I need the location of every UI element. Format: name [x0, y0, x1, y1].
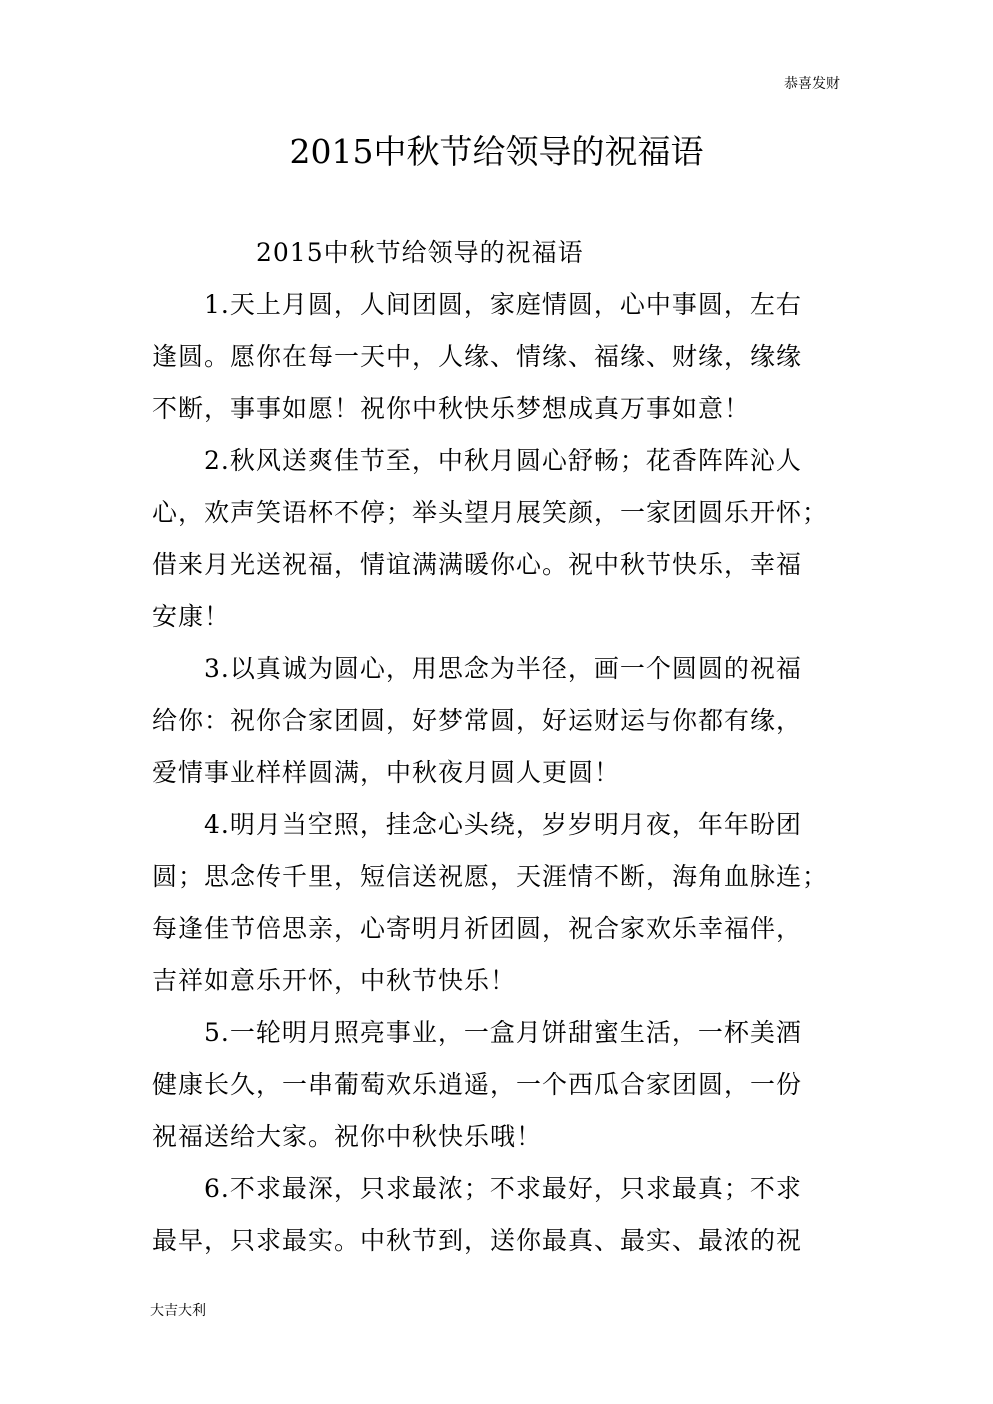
- text-line: 6.不求最深，只求最浓；不求最好，只求最真；不求: [204, 1174, 802, 1203]
- text-line: 圆；思念传千里，短信送祝愿，天涯情不断，海角血脉连；: [152, 862, 829, 891]
- text-line: 最早，只求最实。中秋节到，送你最真、最实、最浓的祝: [152, 1226, 803, 1255]
- text-line: 4.明月当空照，挂念心头绕，岁岁明月夜，年年盼团: [204, 810, 802, 839]
- text-line: 2.秋风送爽佳节至，中秋月圆心舒畅；花香阵阵沁人: [204, 446, 802, 475]
- text-line: 1.天上月圆，人间团圆，家庭情圆，心中事圆，左右: [204, 290, 802, 319]
- text-line: 健康长久，一串葡萄欢乐逍遥，一个西瓜合家团圆，一份: [152, 1070, 803, 1099]
- document-subtitle: 2015中秋节给领导的祝福语: [256, 238, 584, 267]
- document-body: [152, 233, 832, 1273]
- text-line: 借来月光送祝福，情谊满满暖你心。祝中秋节快乐，幸福: [152, 550, 803, 579]
- text-line: 5.一轮明月照亮事业，一盒月饼甜蜜生活，一杯美酒: [204, 1018, 802, 1047]
- document-title: 2015中秋节给领导的祝福语: [289, 132, 704, 171]
- text-line: 爱情事业样样圆满，中秋夜月圆人更圆！: [152, 758, 621, 787]
- text-line: 逢圆。愿你在每一天中，人缘、情缘、福缘、财缘，缘缘: [152, 342, 803, 371]
- text-line: 心，欢声笑语杯不停；举头望月展笑颜，一家团圆乐开怀；: [152, 498, 829, 527]
- text-line: 给你：祝你合家团圆，好梦常圆，好运财运与你都有缘，: [152, 706, 803, 735]
- text-line: 每逢佳节倍思亲，心寄明月祈团圆，祝合家欢乐幸福伴，: [152, 914, 803, 943]
- text-line: 吉祥如意乐开怀，中秋节快乐！: [152, 966, 517, 995]
- text-line: 祝福送给大家。祝你中秋快乐哦！: [152, 1122, 543, 1151]
- text-line: 3.以真诚为圆心，用思念为半径，画一个圆圆的祝福: [204, 654, 802, 683]
- paragraph-lines: [152, 285, 832, 1273]
- page-footer: 大吉大利: [150, 1303, 206, 1319]
- page-header: 恭喜发财: [784, 76, 840, 92]
- text-line: 不断，事事如愿！祝你中秋快乐梦想成真万事如意！: [152, 394, 751, 423]
- text-line: 安康！: [152, 602, 231, 631]
